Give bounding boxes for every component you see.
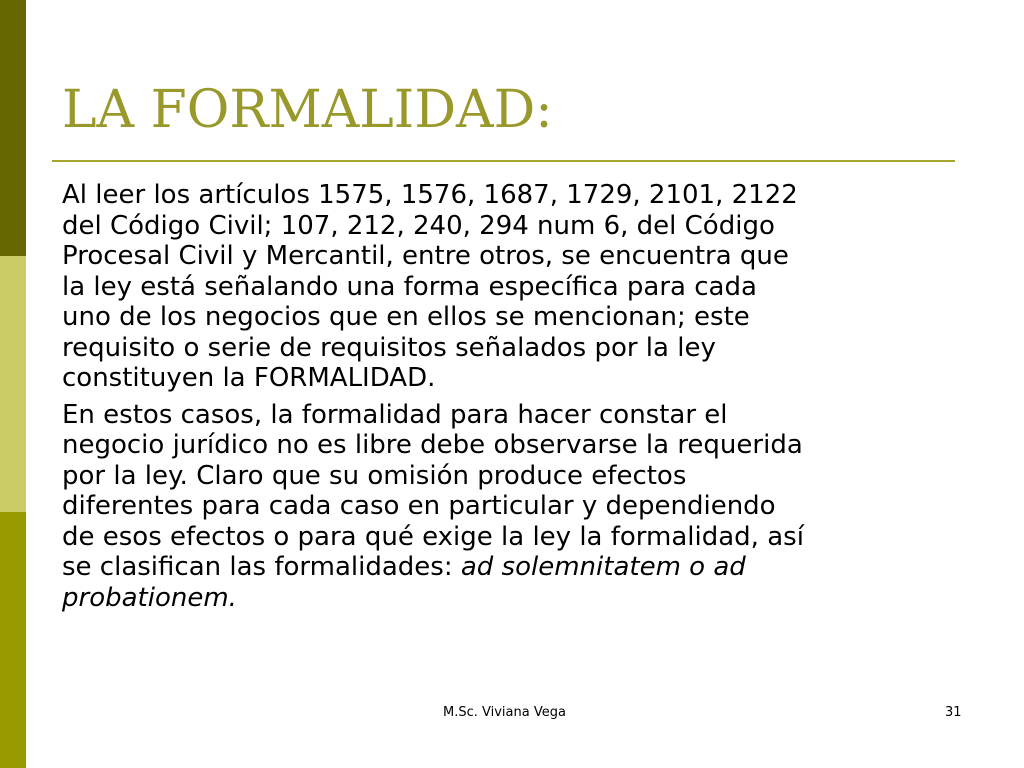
slide-body: [62, 180, 972, 619]
side-bar-middle-segment: [0, 256, 26, 512]
latin-terms: ad solemnitatem o ad probationem.: [62, 552, 746, 613]
body-paragraph-2: [62, 400, 972, 614]
footer-author: M.Sc. Viviana Vega: [443, 705, 566, 720]
side-bar-top-segment: [0, 0, 26, 256]
body-paragraph-1: Al leer los artículos 1575, 1576, 1687, 1729, 2101, 2122 del Código Civil; 107, 212, 240, 294 num 6, del Código Procesal Civil y Mercantil, entre otros, se encuentra que la ley está señalando una forma específica para cada uno de los negocios que en ellos se mencionan; este requisito o serie de requisitos señalados por la ley constituyen la FORMALIDAD.: [62, 180, 798, 393]
side-bar-bottom-segment: [0, 512, 26, 768]
slide-title: LA FORMALIDAD:: [62, 80, 553, 140]
slide-number: 31: [945, 705, 962, 720]
body-paragraph-2-text: En estos casos, la formalidad para hacer constar el negocio jurídico no es libre debe observarse la requerida por la ley. Claro que su omisión produce efectos diferentes para cada caso en particular y dependiendo de esos efectos o para qué exige la ley la formalidad, así se clasifican las formalidades:: [62, 399, 804, 582]
title-underline-rule: [52, 160, 955, 162]
